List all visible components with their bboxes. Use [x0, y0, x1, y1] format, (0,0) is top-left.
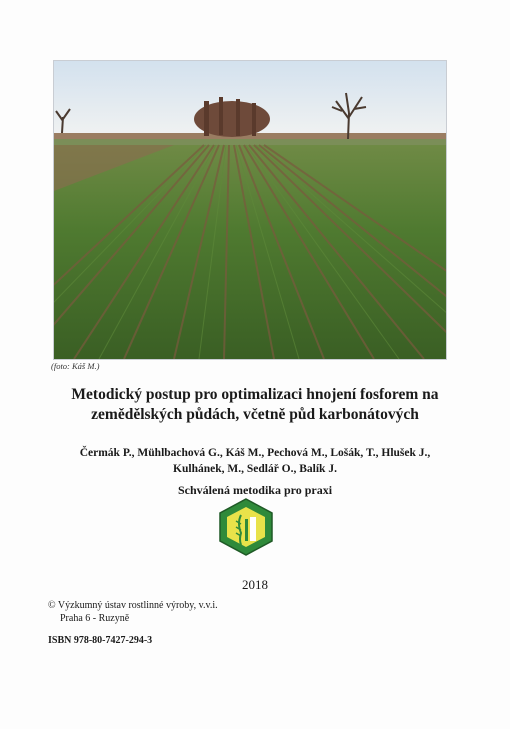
isbn: ISBN 978-80-7427-294-3: [48, 635, 153, 646]
title-line-1: Metodický postup pro optimalizaci hnojení fosforem na: [71, 386, 439, 403]
publisher-line-1: © Výzkumný ústav rostlinné výroby, v.v.i.: [48, 600, 218, 611]
publisher-line-2: Praha 6 - Ruzyně: [60, 613, 130, 624]
hexagon-wheat-logo-icon: [217, 497, 275, 557]
authors-line-2: Kulhánek, M., Sedlář O., Balík J.: [173, 463, 337, 475]
authors-line-1: Čermák P., Mühlbachová G., Káš M., Pechová M., Lošák, T., Hlušek J.,: [79, 447, 431, 459]
publisher-imprint: [48, 599, 218, 625]
title-line-2: zemědělských půdách, včetně půd karbonátových: [91, 406, 419, 423]
document-subtitle: Schválená metodika pro praxi: [177, 483, 333, 497]
document-title: [30, 385, 480, 425]
cover-photo: [53, 60, 447, 360]
photo-caption: (foto: Káš M.): [51, 361, 100, 371]
authors: [60, 445, 450, 477]
field-photo-image: [54, 61, 446, 359]
publication-year: 2018: [242, 577, 268, 592]
